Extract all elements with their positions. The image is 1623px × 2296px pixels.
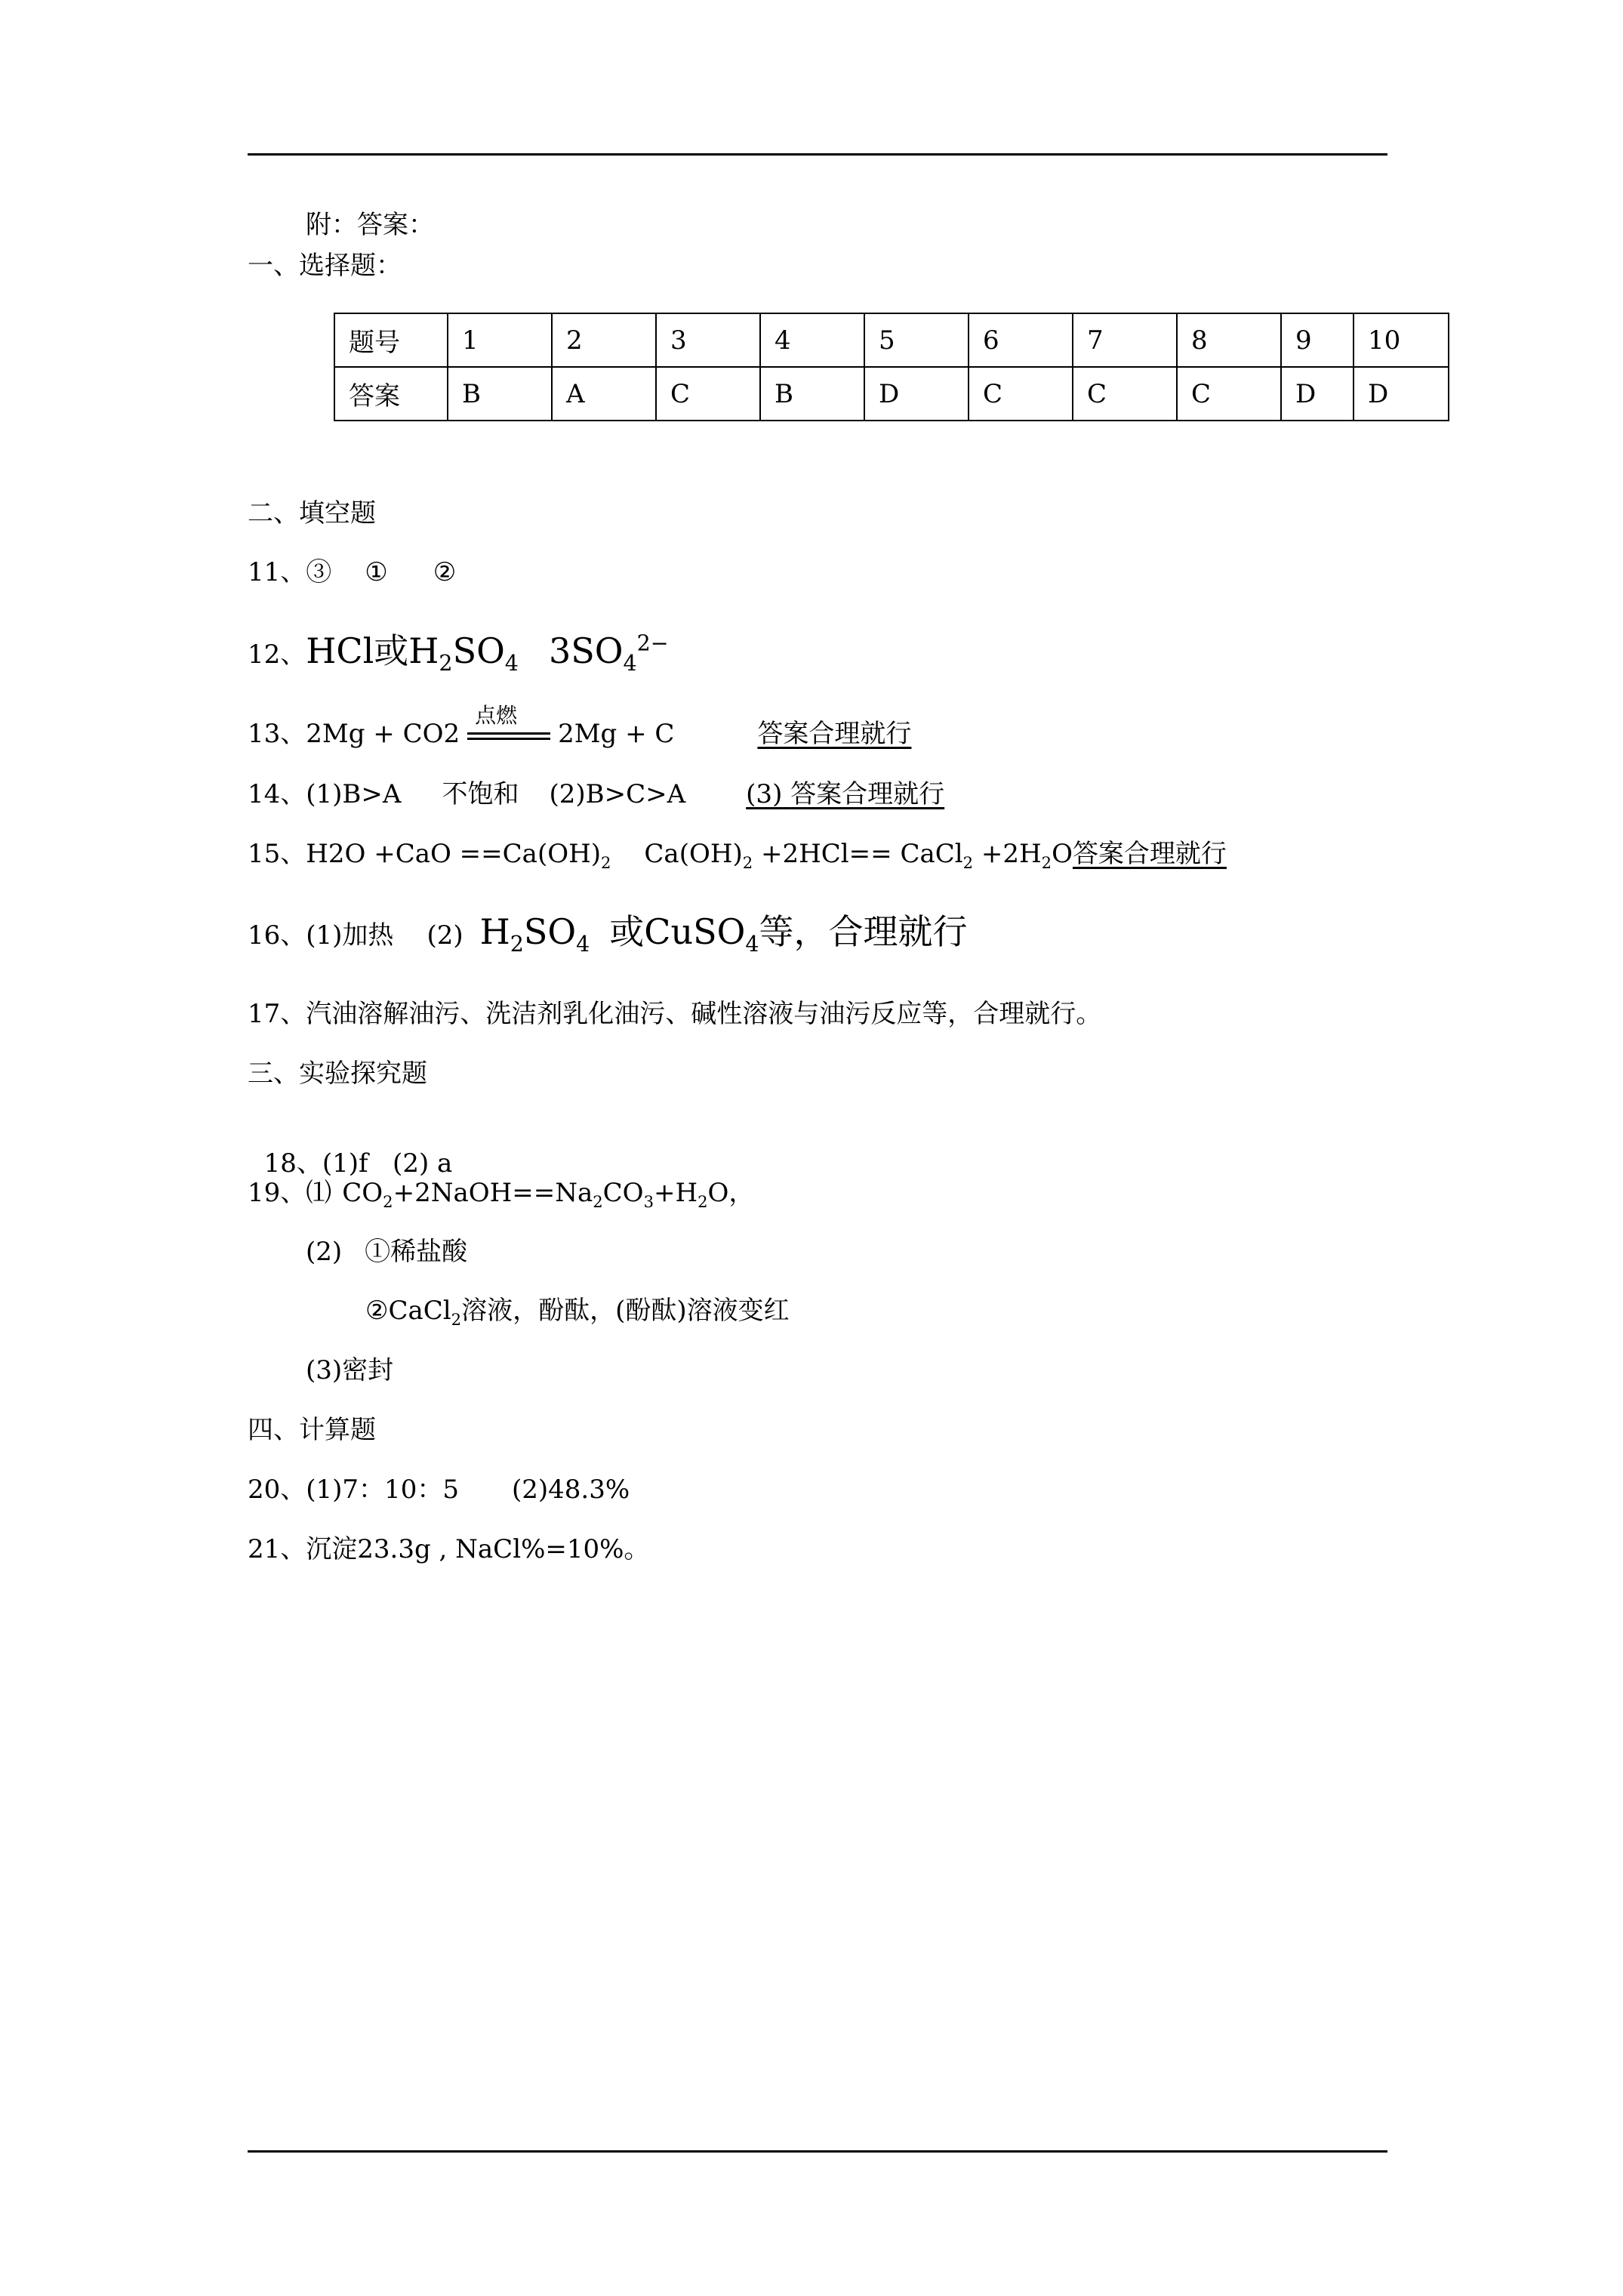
answer-19-part2 [306, 1237, 467, 1267]
answer-11 [248, 557, 456, 587]
answer-part: 不饱和 [442, 779, 519, 809]
answer-part: (1)7：10：5 [306, 1475, 459, 1505]
table-cell: C [1073, 367, 1177, 421]
equation-right: 2Mg + C [558, 719, 675, 749]
answer-19 [248, 1178, 755, 1211]
table-cell: 5 [864, 313, 969, 367]
table-cell: C [1177, 367, 1281, 421]
answer-part: (1)加热 [306, 920, 394, 951]
section-heading-calc: 四、计算题 [248, 1415, 376, 1445]
table-row [334, 367, 1449, 421]
q-number: 21、 [248, 1534, 306, 1564]
table-cell: 8 [1177, 313, 1281, 367]
answer-part: ③ [306, 557, 332, 587]
answer-15 [248, 839, 1227, 872]
note-underlined: (3) 答案合理就行 [746, 779, 945, 809]
answer-text: 沉淀23.3g , NaCl%=10%。 [306, 1534, 650, 1564]
answer-19-part2b: ②CaCl$_2$溶液，酚酞，(酚酞)溶液变红 [365, 1296, 790, 1329]
answer-part: ② [433, 557, 457, 587]
section-heading-fill: 二、填空题 [248, 498, 376, 529]
answer-text: 汽油溶解油污、洗洁剂乳化油污、碱性溶液与油污反应等，合理就行。 [306, 999, 1102, 1029]
answer-17 [248, 999, 1101, 1029]
table-cell: 3 [656, 313, 760, 367]
answer-16 [248, 911, 968, 957]
table-cell: 6 [969, 313, 1073, 367]
appendix-heading: 附：答案： [306, 210, 434, 240]
table-cell: D [864, 367, 969, 421]
q-number: 16、 [248, 920, 306, 951]
answer-12 [248, 630, 669, 676]
answer-table [334, 313, 1449, 421]
table-cell: C [656, 367, 760, 421]
table-cell: A [552, 367, 656, 421]
answer-part: (2) [306, 1237, 343, 1267]
table-cell: 7 [1073, 313, 1177, 367]
q-number: 12、 [248, 639, 306, 670]
formula: $H_2SO_4$ 或CuSO$_4$等，合理就行 [479, 911, 968, 957]
table-cell: B [760, 367, 864, 421]
q-number: 18、 [263, 1148, 322, 1179]
equation: $CO_2+2NaOH==Na_2CO_3+H_2O$， [342, 1178, 755, 1211]
answer-part: (2)B>C>A [549, 779, 686, 809]
q-number: 17、 [248, 999, 306, 1029]
q-number: 13、 [248, 719, 306, 749]
table-cell: B [448, 367, 552, 421]
q-number: 15、 [248, 839, 306, 869]
bottom-rule [248, 2150, 1387, 2153]
q-number: 11、 [248, 557, 306, 587]
table-cell: 1 [448, 313, 552, 367]
formula: HCl或$H_2SO_4$ $3SO_4^{2-}$ [306, 630, 669, 676]
answer-14 [248, 779, 944, 809]
section-heading-experiment: 三、实验探究题 [248, 1059, 427, 1089]
table-cell: D [1281, 367, 1354, 421]
note-underlined: 答案合理就行 [1072, 839, 1227, 869]
table-cell: 2 [552, 313, 656, 367]
answer-20 [248, 1475, 630, 1505]
answer-part: ① [365, 557, 388, 587]
equation-left: 2Mg + CO2 [306, 719, 460, 749]
table-cell: C [969, 367, 1073, 421]
table-cell: 10 [1354, 313, 1449, 367]
answer-19-part3: (3)密封 [306, 1355, 394, 1385]
answer-part: (2)48.3% [511, 1475, 630, 1505]
table-cell: D [1354, 367, 1449, 421]
q-number: 20、 [248, 1475, 306, 1505]
answer-part: (1)B>A [306, 779, 402, 809]
answer-18 [248, 1118, 452, 1179]
answer-13 [248, 703, 912, 750]
table-cell: 题号 [334, 313, 448, 367]
section-heading-choice: 一、选择题： [248, 251, 402, 281]
note-underlined: 答案合理就行 [757, 719, 912, 749]
answer-part: ⑴ [306, 1178, 332, 1208]
table-cell: 答案 [334, 367, 448, 421]
table-cell: 4 [760, 313, 864, 367]
answer-part: ①稀盐酸 [365, 1237, 468, 1267]
answer-text: (1)f (2) a [322, 1148, 453, 1179]
reaction-condition: 点燃 [467, 720, 550, 750]
table-cell: 9 [1281, 313, 1354, 367]
table-row [334, 313, 1449, 367]
answer-part: (2) [427, 920, 463, 951]
equation: $H2O +CaO ==Ca(OH)_2$ $Ca(OH)_2 +2HCl==$ CaCl$_2$ $+2H_2O$ [306, 839, 1073, 872]
q-number: 19、 [248, 1178, 306, 1208]
top-rule [248, 153, 1387, 156]
q-number: 14、 [248, 779, 306, 809]
answer-21 [248, 1534, 649, 1564]
